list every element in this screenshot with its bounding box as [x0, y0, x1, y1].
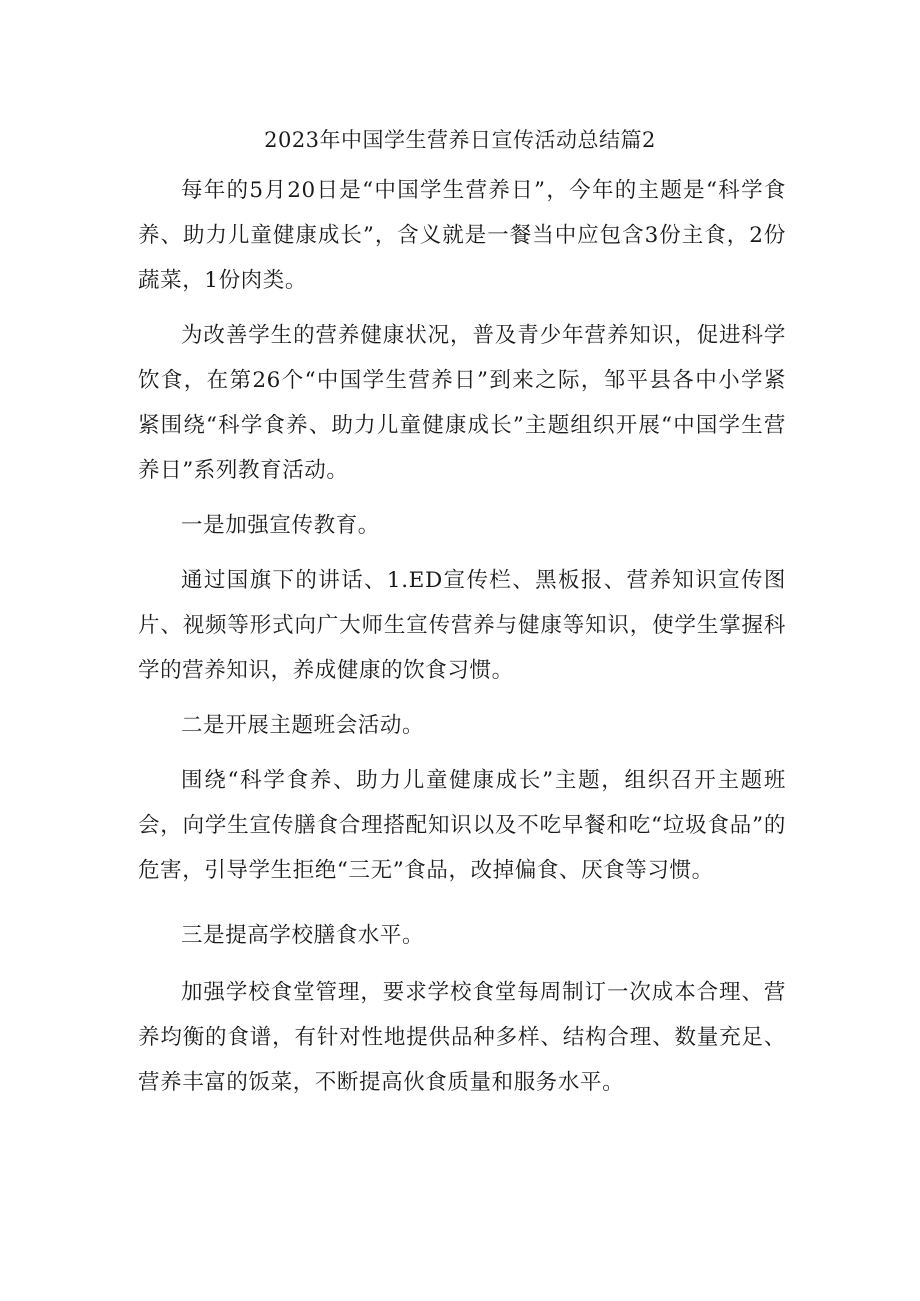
- document-body: [138, 168, 786, 1105]
- section-heading-class-meeting: 二是开展主题班会活动。: [181, 713, 425, 738]
- paragraph-intro: 每年的5月20日是“中国学生营养日”，今年的主题是“科学食养、助力儿童健康成长”，含义就是一餐当中应包含3份主食，2份蔬菜，1份肉类。: [138, 178, 786, 293]
- section-heading-publicity: 一是加强宣传教育。: [181, 513, 380, 538]
- document-title: 2023年中国学生营养日宣传活动总结篇2: [264, 128, 656, 152]
- paragraph-publicity: 通过国旗下的讲话、1.ED宣传栏、黑板报、营养知识宣传图片、视频等形式向广大师生宣传营养与健康等知识，使学生掌握科学的营养知识，养成健康的饮食习惯。: [138, 568, 786, 683]
- paragraph-background: 为改善学生的营养健康状况，普及青少年营养知识，促进科学饮食，在第26个“中国学生营养日”到来之际，邹平县各中小学紧紧围绕“科学食养、助力儿童健康成长”主题组织开展“中国学生营养日”系列教育活动。: [138, 323, 786, 483]
- paragraph-class-meeting: 围绕“科学食养、助力儿童健康成长”主题，组织召开主题班会，向学生宣传膳食合理搭配知识以及不吃早餐和吃“垃圾食品”的危害，引导学生拒绝“三无”食品，改掉偏食、厌食等习惯。: [138, 768, 786, 883]
- section-heading-canteen: 三是提高学校膳食水平。: [181, 923, 425, 948]
- paragraph-canteen: 加强学校食堂管理，要求学校食堂每周制订一次成本合理、营养均衡的食谱，有针对性地提供品种多样、结构合理、数量充足、营养丰富的饭菜，不断提高伙食质量和服务水平。: [138, 980, 786, 1095]
